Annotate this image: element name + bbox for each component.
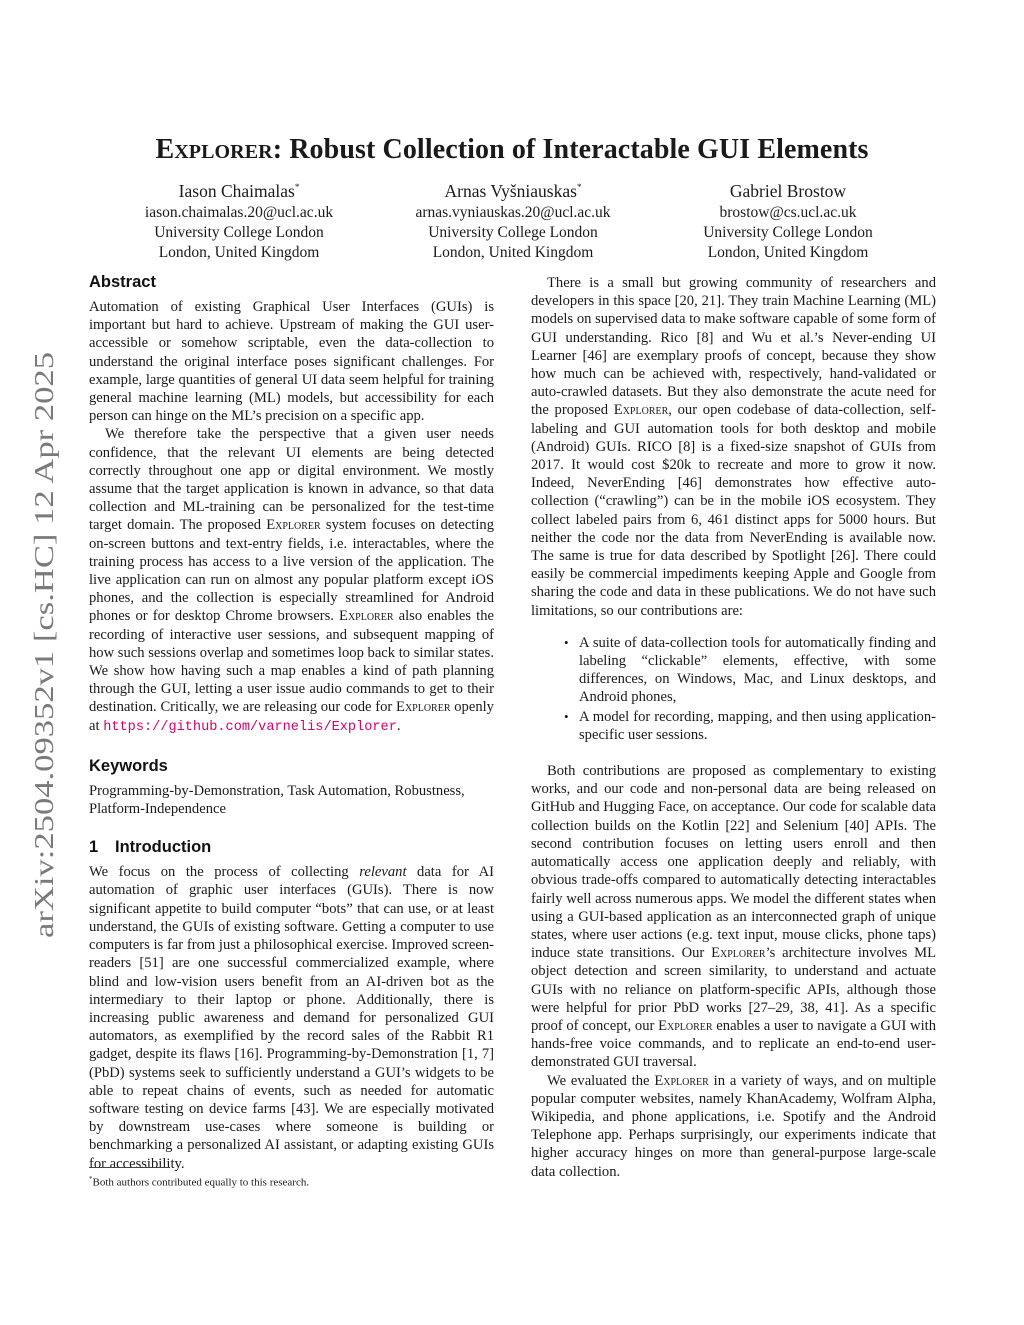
contribution-list [531,634,936,744]
system-name: Explorer [339,608,394,625]
text-run: enables a user to navigate a GUI with hands-free voice commands, and to replicate an end-to-end user-demonstrated GUI traversal. [531,1017,936,1071]
system-name: Explorer [613,402,669,419]
section-number: 1 [89,838,99,857]
title-system-name: Explorer [155,134,273,165]
text-run: We therefore take the perspective that a given user needs confidence, that the relevant UI elements are being detected correctly throughout one app or digital environment. We mostly assume that the target application is known in advance, so that data collection and ML-training can be personalized for the test-time target domain. The proposed [89,426,494,534]
list-item [564,708,936,744]
author-location: London, United Kingdom [158,243,320,261]
system-name: Explorer [711,945,766,962]
system-name: Explorer [396,699,451,716]
arxiv-stamp [23,350,63,940]
author-affiliation: University College London [703,223,873,241]
author-block [89,176,389,263]
abstract-heading: Abstract [89,273,156,291]
text-run: Both contributions are proposed as complementary to existing works, and our code and non-personal data are being released on GitHub and Hugging Face, on acceptance. Our code for scalable data collection builds on the Kotlin [22] and Selenium [40] APIs. The second contribution focuses on letting users enroll and then automatically access one application deeply and reliably, with obvious trade-offs compared to automatically detecting interactables fairly well across numerous apps. We model the different states when using a GUI-based application as an interconnected graph of unique states, where user actions (e.g. text input, mouse clicks, phone taps) induce state transitions. Our [531,763,936,962]
text-run: . [396,717,401,734]
author-location: London, United Kingdom [707,243,869,261]
text-run: There is a small but growing community of researchers and developers in this space [20, 21]. They train Machine Learning (ML) models on supervised data to make software capable of some form of GUI understanding. Rico [8] and Wu et al.’s Never-ending UI Learner [46] are exemplary proofs of concept, because they show how much can be achieved with, respectively, hand-validated or auto-crawled datasets. But they also demonstrate the acute need for the proposed [531,275,936,419]
body-paragraph [531,1072,936,1181]
section-heading [89,837,494,857]
text-run: We focus on the process of collecting [89,864,360,881]
list-item-text: A model for recording, mapping, and then using application-specific user sessions. [579,708,936,743]
author-name: Iason Chaimalas [178,180,295,201]
text-run: system focuses on detecting on-screen buttons and text-entry fields, i.e. interactables, where the training process has access to a live version of the application. The live application can run on almost any popular platform except iOS phones, and the collection is especially streamlined for Android phones or for desktop Chrome browsers. [89,517,494,625]
footnote-rule [89,1167,170,1168]
keywords-heading: Keywords [89,756,168,775]
bullet-icon: • [564,634,569,650]
footnote [89,1172,309,1190]
abstract-paragraph: Automation of existing Graphical User Interfaces (GUIs) is important but hard to achieve. Upstream of making the GUI user-accessible or somehow scriptable, even the data-collection to understand the original interface poses significant challenges. For example, large quantities of general UI data seem helpful for training general machine learning (ML) models, but accessibility for each person can hinge on the ML’s precision on a specific app. [89,299,494,425]
text-run: data for AI automation of graphic user interfaces (GUIs). There is now significant appetite to build computer “bots” that can use, or at least understand, the GUIs of existing software. Getting a computer to use computers is far from just a philosophical exercise. Improved screen-readers [51] are one successful commercialized example, where blind and low-vision users benefit from an AI-driven bot as the intermediary to their laptop or phone. Additionally, there is increasing public awareness and demand for personalized GUI automators, as exemplified by the record sales of the Rabbit R1 gadget, despite its flaws [16]. Programming-by-Demonstration [1, 7] (PbD) systems seek to sufficiently understand a GUI’s widgets to be able to repeat chains of events, such as needed for automatic software testing on device farms [43]. We are especially motivated by downstream use-cases where someone is building or benchmarking a personalized AI assistant, or adapting existing GUIs for accessibility. [89,864,494,1172]
text-run: We evaluated the [547,1072,655,1089]
system-name: Explorer [266,517,321,534]
arxiv-id: arXiv:2504.09352v1 [cs.HC] 12 Apr 2025 [29,480,59,938]
text-run: openly at [89,699,494,734]
keywords-text: Programming-by-Demonstration, Task Automation, Robustness, Platform-Independence [89,782,465,818]
text-run: , our open codebase of data-collection, self-labeling and GUI automation tools for both desktop and mobile (Android) GUIs. RICO [8] is a fixed-size snapshot of GUIs from 2017. It would cost $20k to recreate and more to grow it now. Indeed, NeverEnding [46] demonstrates how effective auto-collection (“crawling”) can be in the mobile iOS ecosystem. They collect labeled pairs from 6, 461 distinct apps for 5000 hours. But neither the code nor the data from NeverEnding is available now. The same is true for data described by Spotlight [26]. There could easily be commercial impediments keeping Apple and Google from sharing the code and data in these publications. We do not have such limitations, so our contributions are: [531,402,936,619]
text-run: in a variety of ways, and on multiple popular computer websites, namely KhanAcademy, Wolfram Alpha, Wikipedia, and phone applications, i.e. Spotify and the Android Telephone app. Perhaps surprisingly, our experiments indicate that higher accuracy hinges on more than general-purpose large-scale data collection. [531,1072,936,1180]
section-title: Introduction [115,838,212,857]
footnote-text: Both authors contributed equally to this research. [92,1176,310,1189]
author-location: London, United Kingdom [432,243,594,261]
text-run: ’s architecture involves ML object detection and screen similarity, to understand and actuate GUIs with no reliance on platform-specific APIs, although those were helpful for prior PbD works [27–29, 38, 41]. As a specific proof of concept, our [531,945,936,1034]
left-column [89,272,494,1173]
body-paragraph [531,274,936,620]
author-affiliation: University College London [428,223,598,241]
author-mark: * [576,182,582,192]
right-column [531,274,936,1181]
author-email: iason.chaimalas.20@ucl.ac.uk [144,203,334,221]
list-item [564,634,936,707]
footnote-mark: * [89,1175,93,1183]
system-name: Explorer [654,1072,709,1089]
intro-paragraph [89,863,494,1172]
system-name: Explorer [658,1017,713,1034]
list-item-text: A suite of data-collection tools for automatically finding and labeling “clickable” elements, effective, with some differences, on Windows, Mac, and Linux desktops, and Android phones, [579,634,936,706]
author-block [638,176,938,263]
title-rest: : Robust Collection of Interactable GUI Elements [272,134,869,165]
github-link[interactable]: https://github.com/varnelis/Explorer [103,719,397,735]
author-affiliation: University College London [154,223,324,241]
arxiv-stamp-svg [23,350,63,940]
body-paragraph [531,762,936,1071]
author-email: arnas.vyniauskas.20@ucl.ac.uk [415,203,611,221]
author-mark: * [294,182,300,192]
bullet-icon: • [564,708,569,724]
author-name: Arnas Vyšniauskas [444,180,577,201]
text-run: also enables the recording of interactive user sessions, and subsequent mapping of how such sessions overlap and sometimes loop back to similar states. We show how having such a map enables a kind of path planning through the GUI, letting a user issue audio commands to get to their destination. Critically, we are releasing our code for [89,608,494,716]
author-name: Gabriel Brostow [729,180,847,201]
paper-title [0,134,1024,166]
author-block [363,176,663,263]
emphasis: relevant [359,864,407,881]
author-email: brostow@cs.ucl.ac.uk [719,203,857,221]
abstract-paragraph [89,425,494,736]
